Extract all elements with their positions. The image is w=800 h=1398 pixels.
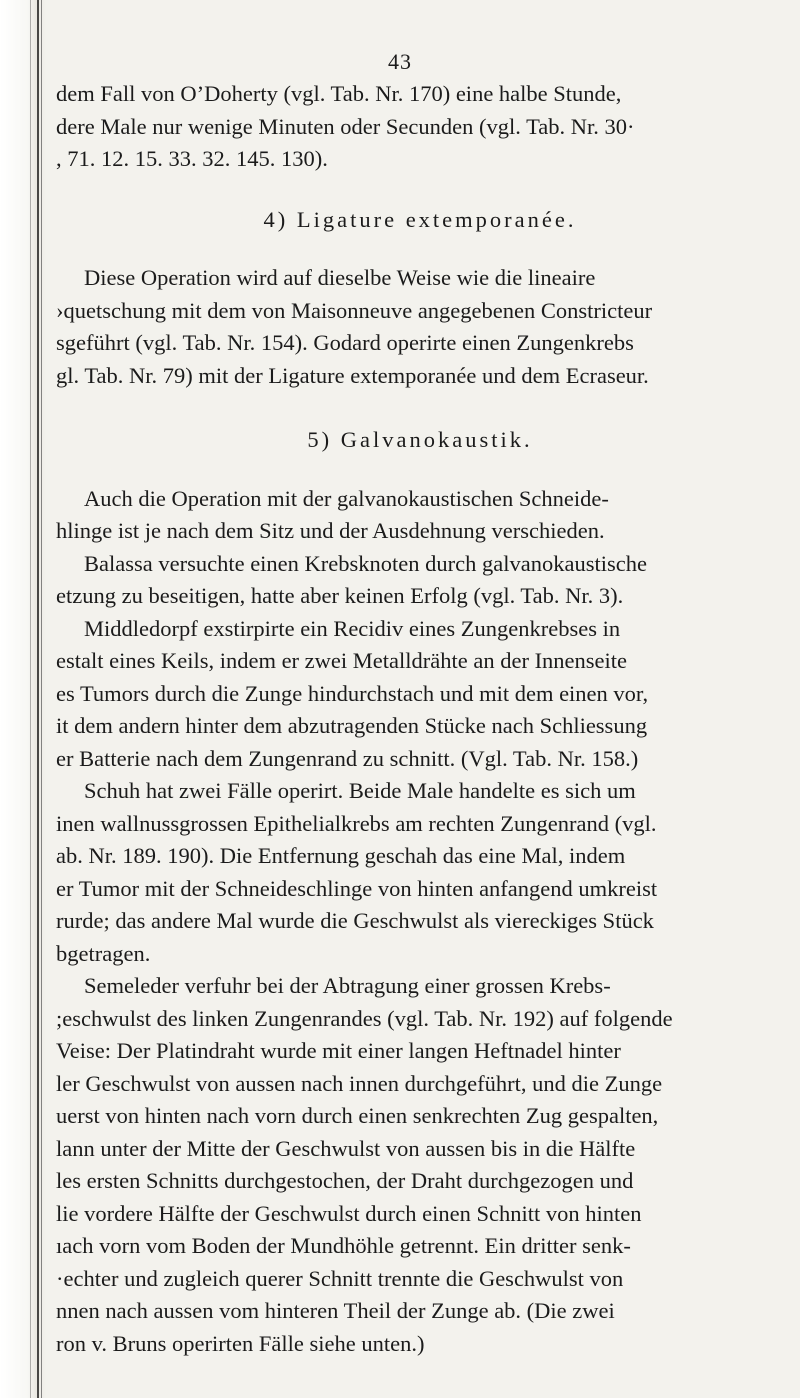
- text-line: hlinge ist je nach dem Sitz und der Ausdehnung verschieden.: [56, 518, 605, 543]
- text-line: ron v. Bruns operirten Fälle siehe unten.): [56, 1330, 425, 1356]
- text-line: Veise: Der Platindraht wurde mit einer langen Heftnadel hinter: [56, 1038, 621, 1063]
- text-line: Auch die Operation mit der galvanokaustischen Schneide-: [84, 485, 609, 511]
- text-line: it dem andern hinter dem abzutragenden Stücke nach Schliessung: [56, 713, 648, 738]
- gutter-shadow-line: [37, 0, 39, 1398]
- text-line: lann unter der Mitte der Geschwulst von aussen bis in die Hälfte: [56, 1135, 636, 1161]
- text-line: es Tumors durch die Zunge hindurchstach und mit dem einen vor,: [56, 680, 649, 706]
- text-line: ›quetschung mit dem von Maisonneuve angegebenen Constricteur: [56, 297, 653, 323]
- text-line: Balassa versuchte einen Krebsknoten durch galvanokaustische: [84, 550, 647, 576]
- section-heading-galvanokaustik: 5) Galvanokaustik.: [307, 427, 533, 452]
- gutter-shadow-line: [30, 0, 31, 1398]
- text-line: dere Male nur wenige Minuten oder Secunden (vgl. Tab. Nr. 30·: [56, 113, 635, 139]
- text-line: Semeleder verfuhr bei der Abtragung einer grossen Krebs-: [84, 973, 611, 998]
- text-line: sgeführt (vgl. Tab. Nr. 154). Godard operirte einen Zungenkrebs: [56, 330, 634, 355]
- text-line: uerst von hinten nach vorn durch einen senkrechten Zug gespalten,: [56, 1103, 659, 1128]
- text-line: estalt eines Keils, indem er zwei Metalldrähte an der Innenseite: [56, 648, 628, 673]
- text-line: bgetragen.: [56, 940, 151, 966]
- text-line: nnen nach aussen vom hinteren Theil der Zunge ab. (Die zwei: [56, 1298, 615, 1323]
- text-line: Schuh hat zwei Fälle operirt. Beide Male handelte es sich um: [84, 778, 636, 803]
- text-line: lie vordere Hälfte der Geschwulst durch einen Schnitt von hinten: [56, 1200, 642, 1226]
- text-line: er Tumor mit der Schneideschlinge von hinten anfangend umkreist: [56, 875, 658, 901]
- text-line: Middledorpf exstirpirte ein Recidiv eines Zungenkrebses in: [84, 615, 621, 641]
- text-line: etzung zu beseitigen, hatte aber keinen Erfolg (vgl. Tab. Nr. 3).: [56, 583, 624, 608]
- text-line: les ersten Schnitts durchgestochen, der Draht durchgezogen und: [56, 1168, 634, 1193]
- text-line: inen wallnussgrossen Epithelialkrebs am rechten Zungenrand (vgl.: [56, 810, 657, 836]
- text-line: , 71. 12. 15. 33. 32. 145. 130).: [56, 146, 328, 171]
- text-line: ıach vorn vom Boden der Mundhöhle getrennt. Ein dritter senk-: [56, 1233, 631, 1258]
- gutter-shadow-line: [41, 0, 42, 1398]
- text-line: gl. Tab. Nr. 79) mit der Ligature extemporanée und dem Ecraseur.: [56, 362, 649, 388]
- section-heading-ligature: 4) Ligature extemporanée.: [263, 206, 577, 232]
- binding-gutter: [0, 0, 46, 1398]
- text-line: Diese Operation wird auf dieselbe Weise wie die lineaire: [84, 265, 596, 290]
- text-line: er Batterie nach dem Zungenrand zu schnitt. (Vgl. Tab. Nr. 158.): [56, 745, 639, 771]
- text-line: ab. Nr. 189. 190). Die Entfernung geschah das eine Mal, indem: [56, 843, 626, 868]
- text-line: ·echter und zugleich querer Schnitt trennte die Geschwulst von: [56, 1265, 624, 1291]
- text-line: ler Geschwulst von aussen nach innen durchgeführt, und die Zunge: [56, 1070, 663, 1096]
- text-line: ;eschwulst des linken Zungenrandes (vgl. Tab. Nr. 192) auf folgende: [56, 1005, 673, 1031]
- page-number: 43: [388, 49, 412, 74]
- body-text: [56, 78, 784, 1360]
- text-line: rurde; das andere Mal wurde die Geschwulst als viereckiges Stück: [56, 908, 654, 933]
- text-line: dem Fall von O’Doherty (vgl. Tab. Nr. 170) eine halbe Stunde,: [56, 81, 622, 106]
